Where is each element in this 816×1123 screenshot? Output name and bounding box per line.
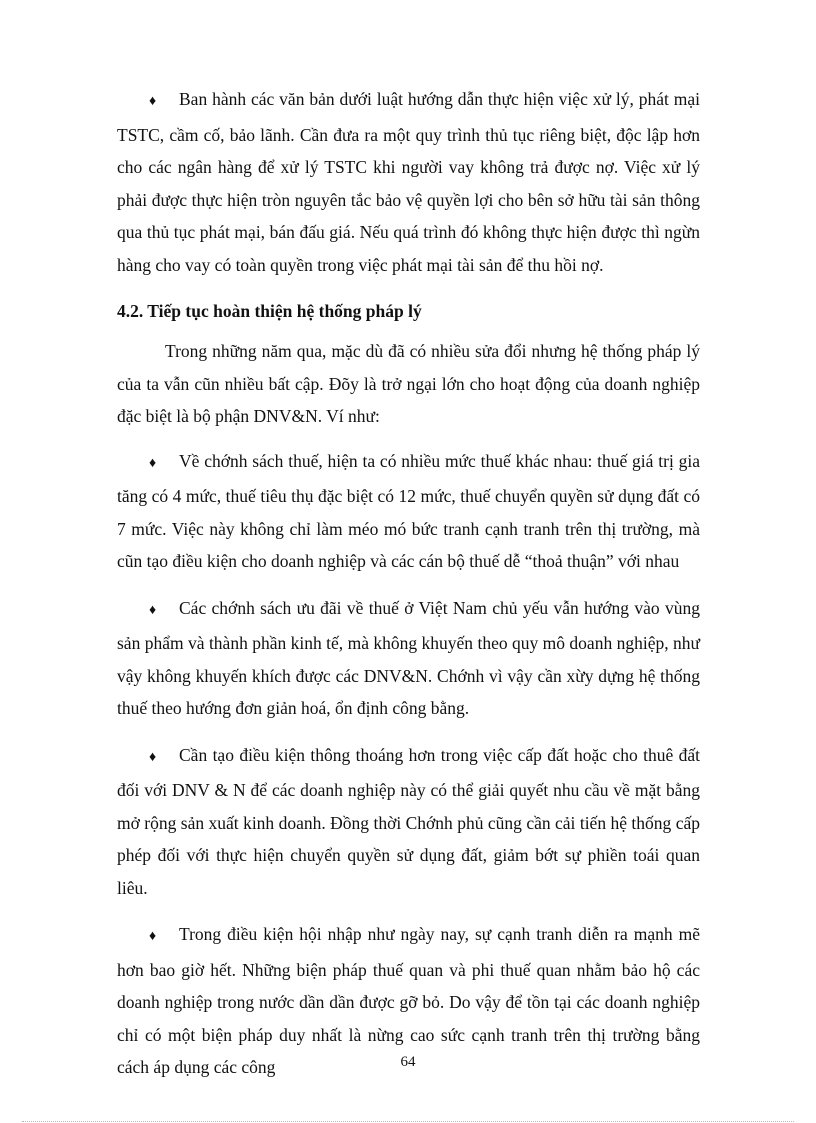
bullet-paragraph-4 bbox=[117, 739, 700, 905]
diamond-bullet-icon: ♦ bbox=[149, 455, 157, 471]
intro-paragraph: Trong những năm qua, mặc dù đã có nhiều sửa đổi nhưng hệ thống pháp lý của ta vẫn cũn nhiều bất cập. Đõy là trở ngại lớn cho hoạt động của doanh nghiệp đặc biệt là bộ phận DNV&N. Ví như: bbox=[117, 341, 700, 426]
diamond-bullet-icon: ♦ bbox=[149, 602, 157, 618]
bullet-paragraph-text: Các chớnh sách ưu đãi về thuế ở Việt Nam chủ yếu vẫn hướng vào vùng sản phẩm và thành phần kinh tế, mà không khuyến theo quy mô doanh nghiệp, như vậy không khuyến khích được các DNV&N. Chớnh vì vậy cần xừy dựng hệ thống thuế theo hướng đơn giản hoá, ổn định công bằng. bbox=[117, 597, 700, 718]
page-number: 64 bbox=[400, 1054, 416, 1070]
diamond-bullet-icon: ♦ bbox=[149, 94, 157, 109]
bullet-paragraph-1 bbox=[117, 83, 700, 281]
page-bottom-divider bbox=[22, 1121, 794, 1122]
diamond-bullet-icon: ♦ bbox=[149, 929, 157, 944]
bullet-paragraph-text: Trong điều kiện hội nhập như ngày nay, sự cạnh tranh diễn ra mạnh mẽ hơn bao giờ hết. Những biện pháp thuế quan và phi thuế quan nhằm bảo hộ các doanh nghiệp trong nước dần dần được gỡ bỏ. Do vậy để tồn tại các doanh nghiệp chỉ có một biện pháp duy nhất là nừng cao sức cạnh tranh trên thị trường bằng cách áp dụng các công bbox=[117, 924, 700, 1077]
bullet-paragraph-3 bbox=[117, 592, 700, 725]
section-heading: 4.2. Tiếp tục hoàn thiện hệ thống pháp lý bbox=[117, 301, 422, 321]
diamond-bullet-icon: ♦ bbox=[149, 749, 157, 765]
bullet-paragraph-text: Ban hành các văn bản dưới luật hướng dẫn thực hiện việc xử lý, phát mại TSTC, cầm cố, bảo lãnh. Cần đưa ra một quy trình thủ tục riêng biệt, độc lập hơn cho các ngân hàng để xử lý TSTC khi người vay không trả được nợ. Việc xử lý phải được thực hiện tròn nguyên tắc bảo vệ quyền lợi cho bên sở hữu tài sản thông qua thủ tục phát mại, bán đấu giá. Nếu quá trình đó không thực hiện được thì ngừn hàng cho vay có toàn quyền trong việc phát mại tài sản để thu hồi nợ. bbox=[117, 89, 700, 275]
bullet-paragraph-2 bbox=[117, 445, 700, 578]
bullet-paragraph-text: Về chớnh sách thuế, hiện ta có nhiều mức thuế khác nhau: thuế giá trị gia tăng có 4 mức, thuế tiêu thụ đặc biệt có 12 mức, thuế chuyển quyền sử dụng đất có 7 mức. Việc này không chỉ làm méo mó bức tranh cạnh tranh trên thị trường, mà cũn tạo điều kiện cho doanh nghiệp và các cán bộ thuế dễ “thoả thuận” với nhau bbox=[117, 450, 700, 571]
bullet-paragraph-text: Cần tạo điều kiện thông thoáng hơn trong việc cấp đất hoặc cho thuê đất đối với DNV & N để các doanh nghiệp này có thể giải quyết nhu cầu về mặt bằng mở rộng sản xuất kinh doanh. Đồng thời Chớnh phủ cũng cần cải tiến hệ thống cấp phép đối với thực hiện chuyển quyền sử dụng đất, giảm bớt sự phiền toái quan liêu. bbox=[117, 744, 700, 898]
page-content bbox=[117, 83, 700, 1098]
